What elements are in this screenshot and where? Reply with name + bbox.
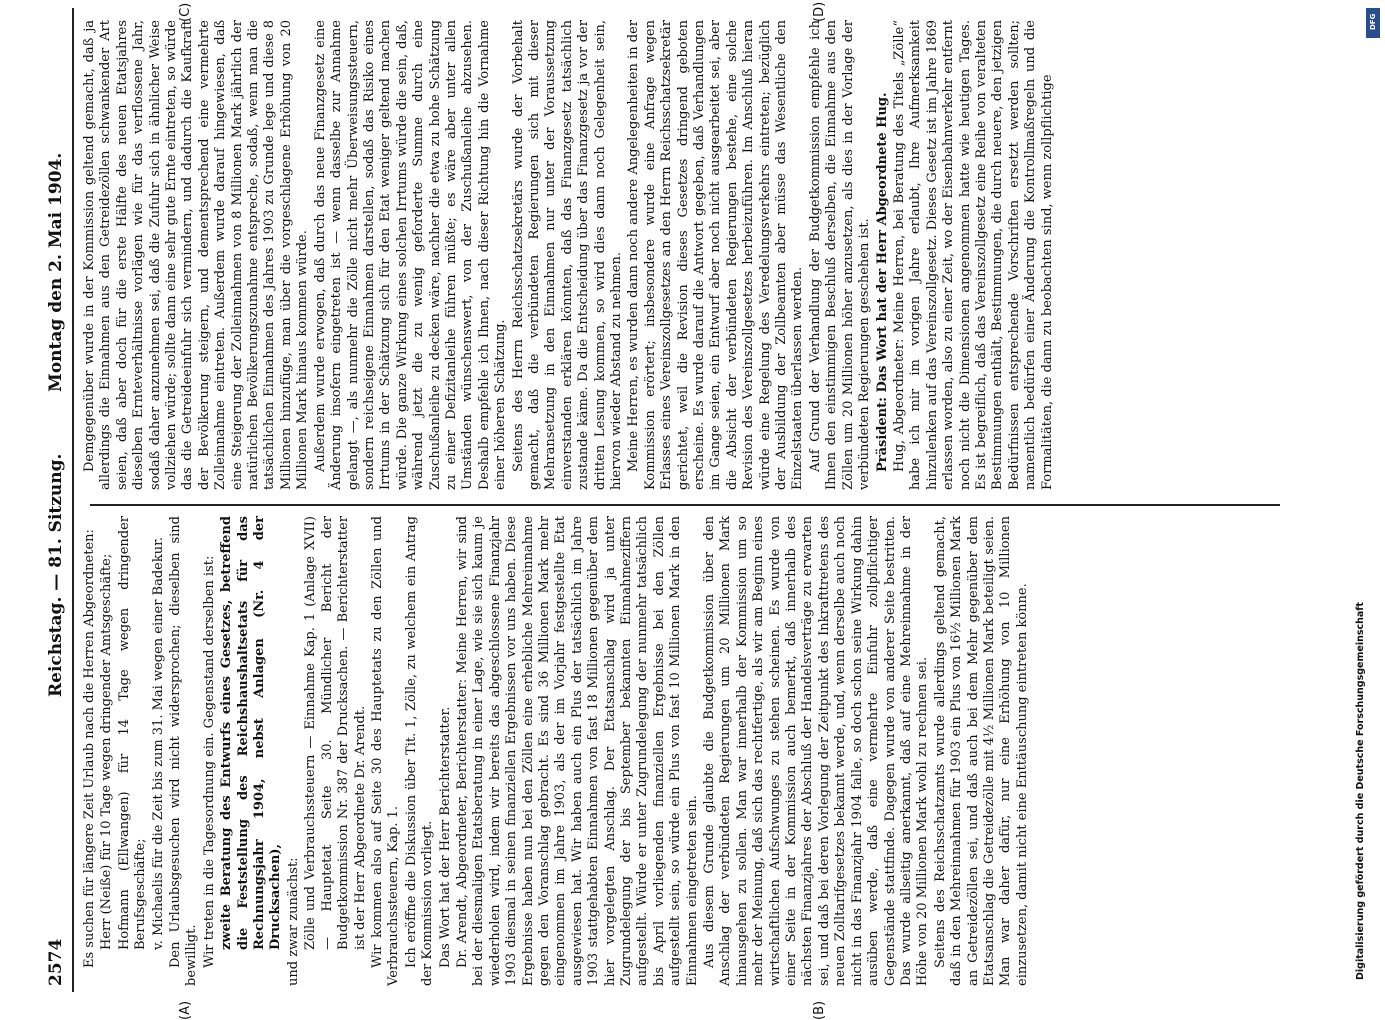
agenda-item-text: zweite Beratung des Entwurfs eines Gesetzes, betreffend die Feststellung des Reichshaushaltsetats für das Rechnungsjahr 1904, nebst Anlagen (Nr. 4 der Drucksachen), [219,516,284,950]
margin-marker-a: (A) [178,1000,193,1020]
list-item: v. Michaelis für die Zeit bis zum 31. Mai wegen einer Badekur. [150,536,166,950]
page-header [42,8,72,992]
speech-paragraph: Meine Herren, es wurden dann noch andere Angelegenheiten in der Kommission erörtert; insbesondere wurde eine Anfrage wegen Erlasses eines Vereinszollgesetzes an den Herrn Reichsschatzsekretär gerichtet, weil die Revision dieses Gesetzes dringend geboten erscheine. Es wurde darauf die Antwort gegeben, daß Verhandlungen im Gange seien, ein Entwurf aber noch nicht ausgearbeitet sei, aber die Absicht der verbündeten Regierungen bestehe, eine solche Revision des Vereinszollgesetzes herbeizuführen. Im Anschluß hieran würde eine Regelung des Veredelungsverkehrs eintreten; bezüglich der Ausbildung der Zollbeamten aber müsse das Wesentliche den Einzelstaaten überlassen werden. [626,20,806,490]
paragraph: und zwar zunächst: [285,857,301,986]
digitization-note [1355,20,1385,980]
president-statement [875,20,891,490]
dfg-logo: DFG [1366,8,1380,38]
header-rule [72,8,74,992]
digitization-note-text: Digitalisierung gefördert durch die Deutsche Forschungsgemeinschaft [1355,602,1366,980]
margin-marker-b: (B) [812,1000,827,1020]
speech-paragraph: Dr. Arendt, Abgeordneter, Berichterstatter: Meine Herren, wir sind bei der diesmaligen Etatsberatung in einer Lage, wie sie sich kaum je wiederholen wird, indem wir bereits das abgeschlossene Finanzjahr 1903 diesmal in seinen finanziellen Ergebnissen vor uns haben. Diese Ergebnisse haben nun bei den Zöllen eine erhebliche Mehreinnahme gegen den Voranschlag gebracht. Es sind 36 Millionen Mark mehr eingenommen im Jahre 1903, als der im Vorjahr festgestellte Etat ausgewiesen hat. Wir haben auch ein Plus der tatsächlich im Jahre 1903 stattgehabten Einnahmen von fast 18 Millionen gegenüber dem hier vorgelegten Anschlag. Der Etatsanschlag wird ja unter Zugrundelegung der bis September bekannten Einnahmeziffern aufgestellt. Würde er unter Zugrundelegung der nunmehr tatsächlich bis April vorliegenden finanziellen Ergebnisse bei den Zöllen aufgestellt sein, so würde ein Plus von fast 10 Millionen Mark in den Einnahmen eingetreten sein. [454,516,700,986]
page-number: 2574 [46,938,66,986]
paragraph: Das Wort hat der Herr Berichterstatter. [437,706,453,968]
speech-paragraph: Demgegenüber wurde in der Kommission geltend gemacht, daß ja allerdings die Einnahmen aus den Getreidezöllen schwankender Art seien, daß aber doch für die erste Hälfte des neuen Etatsjahres dieselben Ernteverhältnisse vorlägen wie für das verflossene Jahr, sodaß daher anzunehmen sei, daß die Zufuhr sich in ähnlicher Weise vollziehen würde; sollte dann eine sehr gute Ernte eintreten, so würde das die Getreideeinfuhr sich vermindern, und dadurch die Kaufkraft der Bevölkerung steigern, und dementsprechend eine vermehrte Zolleinnahme eintreten. Außerdem wurde darauf hingewiesen, daß eine Steigerung der Zolleinnahmen von 8 Millionen Mark jährlich der natürlichen Bevölkerungszunahme entspreche, sodaß, wenn man die tatsächlichen Einnahmen des Jahres 1903 zu Grunde lege und diese 8 Millionen hinzufüge, man über die vorgeschlagene Erhöhung von 20 Millionen Mark hinaus kommen würde. [82,20,311,490]
right-column [82,1,1287,490]
paragraph: Wir treten in die Tagesordnung ein. Gegenstand derselben ist: [201,555,217,968]
speech-paragraph: Hug, Abgeordneter: Meine Herren, bei Beratung des Titels „Zölle“ habe ich mir im vorigen Jahre erlaubt, Ihre Aufmerksamkeit hinzulenken auf das Vereinszollgesetz. Dieses Gesetz ist im Jahre 1869 erlassen worden, also zu einer Zeit, wo der Eisenbahnverkehr entfernt noch nicht die Dimensionen angenommen hatte wie heutigen Tages. Es ist begreiflich, daß das Vereinszollgesetz eine Reihe von veralteten Bestimmungen enthält, Bestimmungen, die durch neuere, den jetzigen Bedürfnissen entsprechende Vorschriften ersetzt werden sollten; namentlich bedürfen einer Änderung die Kontrollmaßregeln und die Formalitäten, die dann zu beobachten sind, wenn zollpflichtige [891,20,1055,490]
margin-marker-c: (C) [178,2,193,22]
paragraph: Ich eröffne die Diskussion über Tit. 1, Zölle, zu welchem ein Antrag der Kommission vorliegt. [403,516,436,986]
paragraph: Wir kommen also auf Seite 30 des Hauptetats zu den Zöllen und Verbrauchssteuern, Kap. 1. [369,516,402,986]
session-title: Reichstag. — 81. Sitzung. [46,453,66,697]
speech-paragraph: Auf Grund der Verhandlung der Budgetkommission empfehle ich Ihnen den einstimmigen Beschluß derselben, die Einnahme aus den Zöllen um 20 Millionen höher anzusetzen, als dies in der Vorlage der verbündeten Regierungen geschehen ist. [807,20,873,490]
left-column [82,516,1287,1020]
list-item: Hofmann (Ellwangen) für 14 Tage wegen dringender Berufsgeschäfte; [116,516,149,950]
speech-paragraph: Seitens des Herrn Reichsschatzsekretärs wurde der Vorbehalt gemacht, daß die verbündeten Regierungen sich mit dieser Mehransetzung in den Einnahmen nur unter der Voraussetzung einverstanden erklären könnten, daß das Finanzgesetz tatsächlich zustande käme. Da die Entscheidung über das Finanzgesetz ja vor der dritten Lesung kommen, so wird dies dann noch Gelegenheit sein, hiervon wieder Abstand zu nehmen. [510,20,624,490]
session-date: Montag den 2. Mai 1904. [46,152,66,392]
column-divider [90,504,1280,506]
paragraph: Den Urlaubsgesuchen wird nicht widersprochen; dieselben sind bewilligt. [168,516,200,986]
list-item: Herr (Neiße) für 10 Tage wegen dringender Amtsgeschäfte; [99,553,115,950]
agenda-subitem: Zölle und Verbrauchssteuern — Einnahme Kap. 1 (Anlage XVII) — Hauptetat Seite 30. Mündlicher Bericht der Budgetkommission Nr. 387 der Drucksachen. — Berichterstatter ist der Herr Abgeordnete Dr. Arendt. [303,516,368,950]
speech-paragraph: Seitens des Reichsschatzamts wurde allerdings geltend gemacht, daß in den Mehreinnahmen für 1903 ein Plus von 16½ Millionen Mark an Getreidezöllen sei, und daß auch bei dem Mehr gegenüber dem Etatsanschlag die Getreidezölle mit 4½ Millionen Mark beteiligt seien. Man war daher dafür, nur eine Erhöhung von 10 Millionen einzusetzen, damit nicht eine Enttäuschung eintreten könne. [932,516,1030,986]
margin-marker-d: (D) [812,1,827,22]
speech-paragraph: Außerdem wurde erwogen, daß durch das neue Finanzgesetz eine Änderung insofern eingetreten ist — wenn dasselbe zur Annahme gelangt —, als nunmehr die Zölle nicht mehr Überweisungssteuern, sondern reichseigene Einnahmen darstellen, sodaß das Risiko eines Irrtums in der Schätzung sich für den Etat weniger geltend machen würde. Die ganze Wirkung eines solchen Irrtums würde die sein, daß, während jetzt die zu wenig geforderte Summe durch eine Zuschußanleihe zu decken wäre, nachher die etwa zu hohe Schätzung zu einer Defizitanleihe führen müßte; es wäre aber unter allen Umständen wünschenswert, von der Zuschußanleihe abzusehen. Deshalb empfehle ich Ihnen, nach dieser Richtung hin die Vornahme einer höheren Schätzung. [312,20,509,490]
agenda-item [219,516,285,986]
president-statement-text: Präsident: Das Wort hat der Herr Abgeordnete Hug. [874,92,890,472]
speech-paragraph: Aus diesem Grunde glaubte die Budgetkommission über den Anschlag der verbündeten Regierungen um 20 Millionen Mark hinausgehen zu sollen. Man war innerhalb der Kommission um so mehr der Meinung, daß sich das rechtfertige, als wir am Beginn eines wirtschaftlichen Aufschwunges zu stehen scheinen. Es wurde von einer Seite in der Kommission auch bemerkt, daß innerhalb des nächsten Finanzjahres der Abschluß der Handelsverträge zu erwarten sei, und daß bei deren Vorlegung der Zeitpunkt des Inkrafttretens des neuen Zolltarifgesetzes bekannt werde, und, wenn derselbe auch noch nicht in das Finanzjahr 1904 falle, so doch schon seine Wirkung dahin ausüben werde, daß eine vermehrte Einfuhr zollpflichtiger Gegenstände stattfinde. Dagegen wurde von anderer Seite bestritten. Das wurde allseitig anerkannt, daß auf eine Mehreinnahme in der Höhe von 20 Millionen Mark wohl zu rechnen sei. [702,516,931,986]
paragraph: Es suchen für längere Zeit Urlaub nach die Herren Abgeordneten: [82,529,97,968]
